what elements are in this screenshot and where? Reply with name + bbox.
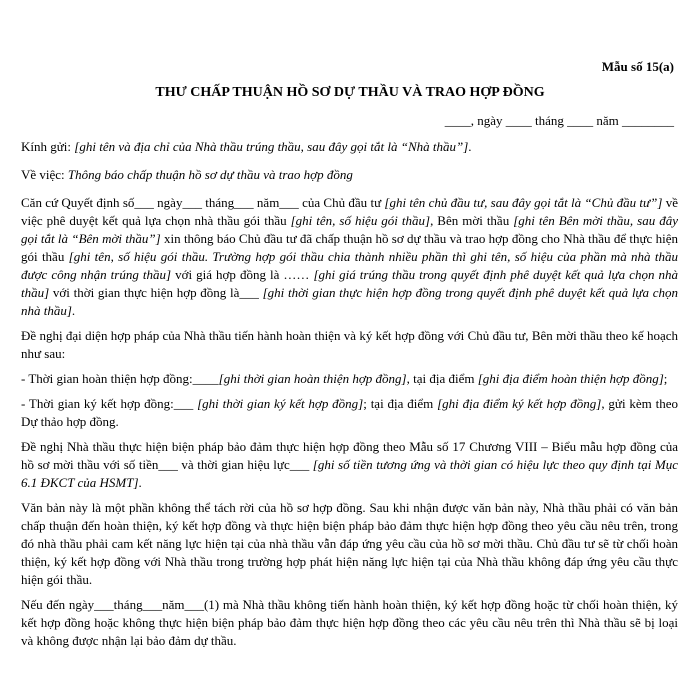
recipient-value: [ghi tên và địa chỉ của Nhà thầu trúng thầu, sau đây gọi tắt là “Nhà thầu”] (74, 139, 469, 154)
paragraph-contract-part: Văn bản này là một phần không thể tách rời của hồ sơ hợp đồng. Sau khi nhận được văn bản này, Nhà thầu phải có văn bản chấp thuận đến hoàn thiện, ký kết hợp đồng và thực hiện biện pháp bảo đảm thực hiện hợp đồng theo yêu cầu nêu trên, trong đó nhà thầu phải cam kết năng lực hiện tại của nhà thầu vẫn đáp ứng yêu cầu của hồ sơ mời thầu. Chủ đầu tư sẽ từ chối hoàn thiện, ký kết hợp đồng với Nhà thầu trong trường hợp phát hiện năng lực hiện tại của Nhà thầu không đáp ứng yêu cầu thực hiện gói thầu. (21, 500, 678, 587)
p1-text-4: xin thông báo Chủ đầu tư đã chấp thuận hồ sơ dự thầu và trao hợp đồng cho Nhà thầu để thực hiện gói thầu (21, 231, 679, 264)
paragraph-decision (21, 194, 678, 320)
p1-text-6: với thời gian thực hiện hợp đồng là___ (49, 285, 263, 300)
bullet-finalize (21, 370, 678, 388)
p1-text-1: Căn cứ Quyết định số___ ngày___ tháng___ năm___ của Chủ đầu tư (21, 195, 385, 210)
p1-placeholder-package: [ghi tên, số hiệu gói thầu] (290, 213, 431, 228)
p1-placeholder-price: [ghi giá trúng thầu trong quyết định phê duyệt kết quả lựa chọn nhà thầu] (21, 267, 678, 300)
document-body (21, 138, 678, 657)
b1-placeholder-place: [ghi địa điểm hoàn thiện hợp đồng] (477, 371, 664, 386)
p3-placeholder-amount: [ghi số tiền tương ứng và thời gian có hiệu lực theo quy định tại Mục 6.1 ĐKCT của HSMT] (21, 457, 678, 490)
paragraph-request: Đề nghị đại diện hợp pháp của Nhà thầu tiến hành hoàn thiện và ký kết hợp đồng với Chủ đầu tư, Bên mời thầu theo kế hoạch như sau: (21, 328, 678, 361)
b2-placeholder-time: [ghi thời gian ký kết hợp đồng] (197, 396, 364, 411)
b1-text-2: , tại địa điểm (406, 371, 478, 386)
p3-text-2: . (138, 475, 142, 490)
subject-label: Về việc: (21, 167, 68, 182)
p1-placeholder-investor: [ghi tên chủ đầu tư, sau đây gọi tắt là “Chủ đầu tư”] (384, 195, 663, 210)
p3-text-1: Đề nghị Nhà thầu thực hiện biện pháp bảo đảm thực hiện hợp đồng theo Mẫu số 17 Chương VIII – Biểu mẫu hợp đồng của hồ sơ mời thầu với số tiền___ và thời gian hiệu lực___ (21, 439, 678, 472)
b2-placeholder-place: [ghi địa điểm ký kết hợp đồng] (437, 396, 602, 411)
recipient-label: Kính gửi: (21, 139, 75, 154)
subject-line (21, 166, 678, 184)
paragraph-deadline: Nếu đến ngày___tháng___năm___(1) mà Nhà thầu không tiến hành hoàn thiện, ký kết hợp đồng hoặc từ chối hoàn thiện, ký kết hợp đồng hoặc không thực hiện biện pháp bảo đảm thực hiện hợp đồng theo các yêu cầu nêu trên thì Nhà thầu sẽ bị loại và không được nhận lại bảo đảm dự thầu. (21, 597, 678, 648)
p1-text-7: . (71, 303, 76, 318)
paragraph-guarantee (21, 438, 678, 492)
p1-text-2: về việc phê duyệt kết quả lựa chọn nhà thầu gói thầu (21, 195, 678, 228)
recipient-line (21, 138, 678, 156)
p1-placeholder-package-lot: [ghi tên, số hiệu gói thầu. Trường hợp gói thầu chia thành nhiều phần thì ghi tên, số hiệu của phần mà nhà thầu được công nhận trúng thầu] (21, 249, 678, 282)
subject-value: Thông báo chấp thuận hồ sơ dự thầu và trao hợp đồng (67, 167, 353, 182)
p1-text-5: với giá hợp đồng là …… (171, 267, 314, 282)
b1-text-1: - Thời gian hoàn thiện hợp đồng:____ (21, 371, 219, 386)
b2-text-3: , gửi kèm theo Dự thảo hợp đồng. (21, 396, 679, 429)
date-line: ____, ngày ____ tháng ____ năm ________ (444, 113, 674, 128)
b2-text-2: ; tại địa điểm (363, 396, 438, 411)
p1-text-3: , Bên mời thầu (430, 213, 514, 228)
form-number: Mẫu số 15(a) (601, 59, 674, 74)
b1-text-3: ; (663, 371, 668, 386)
document-title: THƯ CHẤP THUẬN HỒ SƠ DỰ THẦU VÀ TRAO HỢP ĐỒNG (155, 85, 545, 100)
b1-placeholder-time: [ghi thời gian hoàn thiện hợp đồng] (218, 371, 407, 386)
recipient-end: . (468, 139, 472, 154)
p1-placeholder-duration: [ghi thời gian thực hiện hợp đồng trong quyết định phê duyệt kết quả lựa chọn nhà thầu] (21, 285, 678, 318)
bullet-sign (21, 395, 678, 431)
b2-text-1: - Thời gian ký kết hợp đồng:___ (21, 396, 198, 411)
p1-placeholder-procuring-entity: [ghi tên Bên mời thầu, sau đây gọi tắt là “Bên mời thầu”] (21, 213, 678, 246)
